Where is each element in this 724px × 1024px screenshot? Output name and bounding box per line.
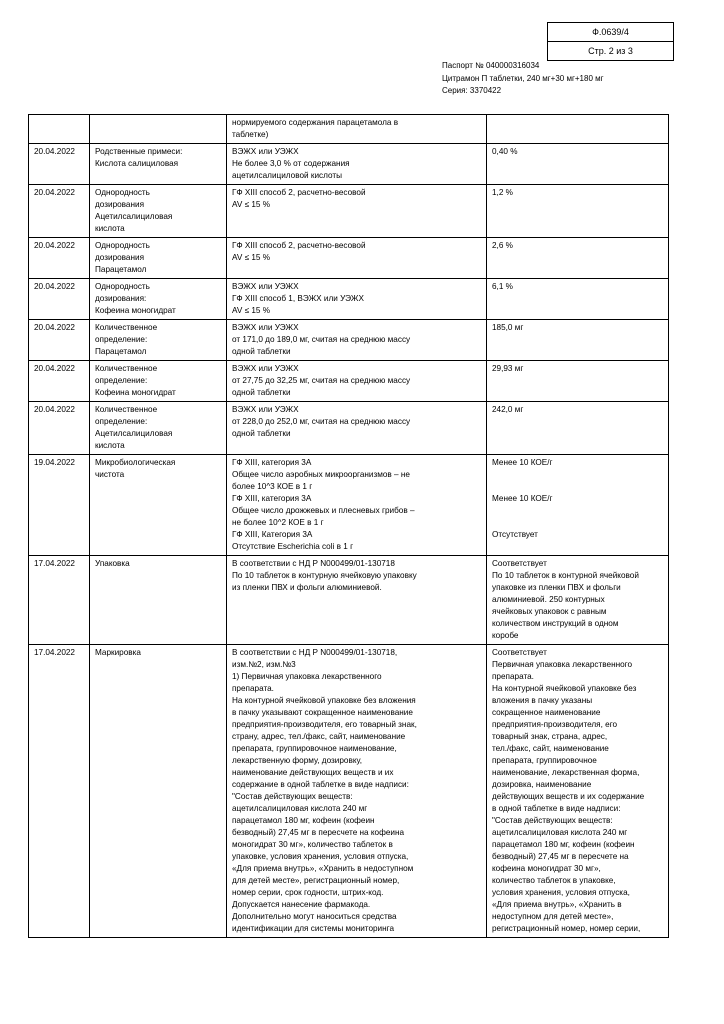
cell-line bbox=[492, 469, 663, 481]
cell-line: Однородность bbox=[95, 282, 150, 291]
cell-line: страну, адрес, тел./факс, сайт, наименование bbox=[232, 732, 406, 741]
cell-line: дозирования bbox=[95, 200, 145, 209]
cell-line: Допускается нанесение фармакода. bbox=[232, 900, 371, 909]
cell-line: 2,6 % bbox=[492, 241, 513, 250]
cell-line: идентификации для системы мониторинга bbox=[232, 924, 395, 933]
cell-line: одной таблетки bbox=[232, 429, 291, 438]
cell-line: 29,93 мг bbox=[492, 364, 524, 373]
cell-line: ГФ XIII способ 1, ВЭЖХ или УЭЖХ bbox=[232, 294, 364, 303]
cell-line: "Состав действующих веществ: bbox=[492, 816, 613, 825]
cell-line: дозирования bbox=[95, 253, 145, 262]
passport-header bbox=[442, 60, 604, 98]
cell-line: товарный знак, страна, адрес, bbox=[492, 732, 608, 741]
cell-line: Соответствует bbox=[492, 559, 547, 568]
cell-line: Соответствует bbox=[492, 648, 547, 657]
cell-line: Дополнительно могут наноситься средства bbox=[232, 912, 397, 921]
cell-line: 1,2 % bbox=[492, 188, 513, 197]
test-date: 20.04.2022 bbox=[29, 238, 90, 279]
cell-line: На контурной ячейковой упаковке без bbox=[492, 684, 637, 693]
cell-line: условия хранения, условия отпуска, bbox=[492, 888, 630, 897]
cell-line: Менее 10 КОЕ/г bbox=[492, 458, 553, 467]
cell-line: от 171,0 до 189,0 мг, считая на среднюю массу bbox=[232, 335, 411, 344]
test-date bbox=[29, 115, 90, 144]
cell-line: от 27,75 до 32,25 мг, считая на среднюю массу bbox=[232, 376, 411, 385]
test-specification bbox=[227, 238, 487, 279]
cell-line: Менее 10 КОЕ/г bbox=[492, 494, 553, 503]
cell-line: более 10^3 КОЕ в 1 г bbox=[232, 482, 313, 491]
cell-line: Кислота салициловая bbox=[95, 159, 179, 168]
cell-line: предприятия-производителя, его товарный знак, bbox=[232, 720, 417, 729]
cell-line: ГФ XIII, категория 3А bbox=[232, 494, 312, 503]
cell-line: в пачку указывают сокращенное наименование bbox=[232, 708, 413, 717]
cell-line: кислота bbox=[95, 224, 125, 233]
cell-line: ГФ XIII, категория 3А bbox=[232, 458, 312, 467]
cell-line: не более 10^2 КОЕ в 1 г bbox=[232, 518, 324, 527]
test-date: 20.04.2022 bbox=[29, 185, 90, 238]
cell-line bbox=[492, 505, 663, 517]
cell-line: ГФ XIII способ 2, расчетно-весовой bbox=[232, 188, 366, 197]
test-specification bbox=[227, 645, 487, 938]
cell-line: препарата. bbox=[492, 672, 534, 681]
cell-line: кофеина моногидрат 30 мг», bbox=[492, 864, 601, 873]
cell-line: недоступном для детей месте», bbox=[492, 912, 614, 921]
cell-line: ВЭЖХ или УЭЖХ bbox=[232, 147, 299, 156]
cell-line: количеством инструкций в одном bbox=[492, 619, 619, 628]
test-name bbox=[90, 185, 227, 238]
cell-line: в одной таблетке в виде надписи: bbox=[492, 804, 621, 813]
cell-line: 1) Первичная упаковка лекарственного bbox=[232, 672, 382, 681]
cell-line: из пленки ПВХ и фольги алюминиевой. bbox=[232, 583, 382, 592]
test-result bbox=[487, 455, 669, 556]
cell-line: Парацетамол bbox=[95, 265, 147, 274]
test-result bbox=[487, 320, 669, 361]
test-date: 20.04.2022 bbox=[29, 320, 90, 361]
table-row bbox=[29, 645, 669, 938]
cell-line: Ацетилсалициловая bbox=[95, 429, 173, 438]
test-name bbox=[90, 556, 227, 645]
cell-line: Родственные примеси: bbox=[95, 147, 183, 156]
cell-line: «Для приема внутрь», «Хранить в недоступном bbox=[232, 864, 414, 873]
product-name: Цитрамон П таблетки, 240 мг+30 мг+180 мг bbox=[442, 73, 604, 83]
cell-line: Однородность bbox=[95, 188, 150, 197]
cell-line: 185,0 мг bbox=[492, 323, 524, 332]
test-result bbox=[487, 144, 669, 185]
cell-line: лекарственную форму, дозировку, bbox=[232, 756, 363, 765]
cell-line: безводный) 27,45 мг в пересчете на bbox=[492, 852, 629, 861]
test-specification bbox=[227, 361, 487, 402]
cell-line: номер серии, срок годности, штрих-код. bbox=[232, 888, 384, 897]
test-date: 17.04.2022 bbox=[29, 645, 90, 938]
cell-line: ячейковых упаковок с равным bbox=[492, 607, 607, 616]
test-name bbox=[90, 279, 227, 320]
cell-line: В соответствии с НД Р N000499/01-130718 bbox=[232, 559, 395, 568]
cell-line: одной таблетки bbox=[232, 388, 291, 397]
cell-line: дозировка, наименование bbox=[492, 780, 592, 789]
cell-line: Общее число аэробных микроорганизмов – не bbox=[232, 470, 410, 479]
cell-line: содержание в одной таблетке в виде надписи: bbox=[232, 780, 409, 789]
cell-line: Упаковка bbox=[95, 559, 130, 568]
cell-line: ацетилсалициловой кислоты bbox=[232, 171, 343, 180]
cell-line: На контурной ячейковой упаковке без вложения bbox=[232, 696, 416, 705]
cell-line: препарата, группировочное bbox=[492, 756, 597, 765]
cell-line: 0,40 % bbox=[492, 147, 518, 156]
test-specification bbox=[227, 115, 487, 144]
cell-line: ацетилсалициловая кислота 240 мг bbox=[232, 804, 368, 813]
series-number: Серия: 3370422 bbox=[442, 86, 502, 95]
test-result bbox=[487, 238, 669, 279]
cell-line: моногидрат 30 мг», количество таблеток в bbox=[232, 840, 393, 849]
results-table bbox=[28, 114, 669, 938]
cell-line: ГФ XIII способ 2, расчетно-весовой bbox=[232, 241, 366, 250]
cell-line: препарата. bbox=[232, 684, 274, 693]
cell-line: ацетилсалициловая кислота 240 мг bbox=[492, 828, 628, 837]
test-specification bbox=[227, 320, 487, 361]
cell-line: Первичная упаковка лекарственного bbox=[492, 660, 633, 669]
cell-line: определение: bbox=[95, 376, 148, 385]
test-name bbox=[90, 320, 227, 361]
cell-line: препарата, группировочное наименование, bbox=[232, 744, 397, 753]
cell-line: определение: bbox=[95, 417, 148, 426]
test-result bbox=[487, 402, 669, 455]
test-date: 20.04.2022 bbox=[29, 144, 90, 185]
table-row bbox=[29, 279, 669, 320]
cell-line: наименование, лекарственная форма, bbox=[492, 768, 640, 777]
cell-line: AV ≤ 15 % bbox=[232, 306, 271, 315]
cell-line: Отсутствие Escherichia coli в 1 г bbox=[232, 542, 354, 551]
test-specification bbox=[227, 144, 487, 185]
cell-line: ГФ XIII, Категория 3А bbox=[232, 530, 313, 539]
test-result bbox=[487, 556, 669, 645]
test-name bbox=[90, 238, 227, 279]
test-result bbox=[487, 115, 669, 144]
cell-line: ВЭЖХ или УЭЖХ bbox=[232, 364, 299, 373]
test-name bbox=[90, 144, 227, 185]
test-date: 17.04.2022 bbox=[29, 556, 90, 645]
cell-line: алюминиевой. 250 контурных bbox=[492, 595, 605, 604]
cell-line: Ацетилсалициловая bbox=[95, 212, 173, 221]
table-row bbox=[29, 556, 669, 645]
cell-line: ВЭЖХ или УЭЖХ bbox=[232, 282, 299, 291]
cell-line: предприятия-производителя, его bbox=[492, 720, 618, 729]
cell-line: безводный) 27,45 мг в пересчете на кофеина bbox=[232, 828, 405, 837]
cell-line: Маркировка bbox=[95, 648, 141, 657]
page-number: Стр. 2 из 3 bbox=[588, 46, 633, 56]
test-specification bbox=[227, 185, 487, 238]
table-row bbox=[29, 115, 669, 144]
cell-line: Кофеина моногидрат bbox=[95, 388, 176, 397]
cell-line: вложения в пачку указаны bbox=[492, 696, 593, 705]
table-row bbox=[29, 361, 669, 402]
test-specification bbox=[227, 402, 487, 455]
cell-line: Не более 3,0 % от содержания bbox=[232, 159, 350, 168]
table-row bbox=[29, 238, 669, 279]
cell-line: кислота bbox=[95, 441, 125, 450]
cell-line: Общее число дрожжевых и плесневых грибов – bbox=[232, 506, 415, 515]
cell-line: одной таблетки bbox=[232, 347, 291, 356]
cell-line: 242,0 мг bbox=[492, 405, 524, 414]
cell-line: Отсутствует bbox=[492, 530, 538, 539]
test-date: 20.04.2022 bbox=[29, 361, 90, 402]
test-result bbox=[487, 361, 669, 402]
table-row bbox=[29, 402, 669, 455]
test-name bbox=[90, 455, 227, 556]
table-row bbox=[29, 320, 669, 361]
cell-line: упаковке, условия хранения, условия отпуска, bbox=[232, 852, 409, 861]
cell-line: таблетке) bbox=[232, 130, 269, 139]
cell-line: AV ≤ 15 % bbox=[232, 253, 271, 262]
cell-line: изм.№2, изм.№3 bbox=[232, 660, 296, 669]
cell-line: "Состав действующих веществ: bbox=[232, 792, 353, 801]
cell-line: наименование действующих веществ и их bbox=[232, 768, 394, 777]
test-name bbox=[90, 645, 227, 938]
cell-line: действующих веществ и их содержание bbox=[492, 792, 645, 801]
cell-line: Микробиологическая bbox=[95, 458, 176, 467]
test-date: 20.04.2022 bbox=[29, 402, 90, 455]
cell-line: чистота bbox=[95, 470, 125, 479]
cell-line: сокращенное наименование bbox=[492, 708, 601, 717]
cell-line bbox=[492, 481, 663, 493]
cell-line: коробе bbox=[492, 631, 519, 640]
cell-line: для детей месте», регистрационный номер, bbox=[232, 876, 400, 885]
cell-line: ВЭЖХ или УЭЖХ bbox=[232, 405, 299, 414]
table-row bbox=[29, 185, 669, 238]
cell-line: AV ≤ 15 % bbox=[232, 200, 271, 209]
cell-line: тел./факс, сайт, наименование bbox=[492, 744, 609, 753]
cell-line: В соответствии с НД Р N000499/01-130718, bbox=[232, 648, 398, 657]
cell-line: определение: bbox=[95, 335, 148, 344]
test-date: 19.04.2022 bbox=[29, 455, 90, 556]
cell-line: ВЭЖХ или УЭЖХ bbox=[232, 323, 299, 332]
test-result bbox=[487, 279, 669, 320]
test-name bbox=[90, 402, 227, 455]
test-name bbox=[90, 115, 227, 144]
test-name bbox=[90, 361, 227, 402]
cell-line: количество таблеток в упаковке, bbox=[492, 876, 616, 885]
cell-line: упаковке из пленки ПВХ и фольги bbox=[492, 583, 621, 592]
cell-line: Количественное bbox=[95, 364, 158, 373]
cell-line: 6,1 % bbox=[492, 282, 513, 291]
table-row bbox=[29, 144, 669, 185]
test-specification bbox=[227, 279, 487, 320]
test-result bbox=[487, 645, 669, 938]
test-specification bbox=[227, 455, 487, 556]
cell-line: парацетамол 180 мг, кофеин (кофеин bbox=[492, 840, 635, 849]
cell-line: Количественное bbox=[95, 405, 158, 414]
cell-line: Количественное bbox=[95, 323, 158, 332]
passport-number: Паспорт № 040000316034 bbox=[442, 61, 540, 70]
test-specification bbox=[227, 556, 487, 645]
cell-line: от 228,0 до 252,0 мг, считая на среднюю массу bbox=[232, 417, 411, 426]
cell-line: Парацетамол bbox=[95, 347, 147, 356]
cell-line: нормируемого содержания парацетамола в bbox=[232, 118, 399, 127]
cell-line: регистрационный номер, номер серии, bbox=[492, 924, 641, 933]
cell-line: «Для приема внутрь», «Хранить в bbox=[492, 900, 622, 909]
table-row bbox=[29, 455, 669, 556]
form-code-box bbox=[547, 22, 674, 61]
form-code: Ф.0639/4 bbox=[548, 23, 673, 42]
test-result bbox=[487, 185, 669, 238]
cell-line: парацетамол 180 мг, кофеин (кофеин bbox=[232, 816, 375, 825]
cell-line: дозирования: bbox=[95, 294, 147, 303]
cell-line: Однородность bbox=[95, 241, 150, 250]
test-date: 20.04.2022 bbox=[29, 279, 90, 320]
cell-line: По 10 таблеток в контурную ячейковую упаковку bbox=[232, 571, 417, 580]
cell-line bbox=[492, 517, 663, 529]
cell-line: По 10 таблеток в контурной ячейковой bbox=[492, 571, 639, 580]
cell-line: Кофеина моногидрат bbox=[95, 306, 176, 315]
